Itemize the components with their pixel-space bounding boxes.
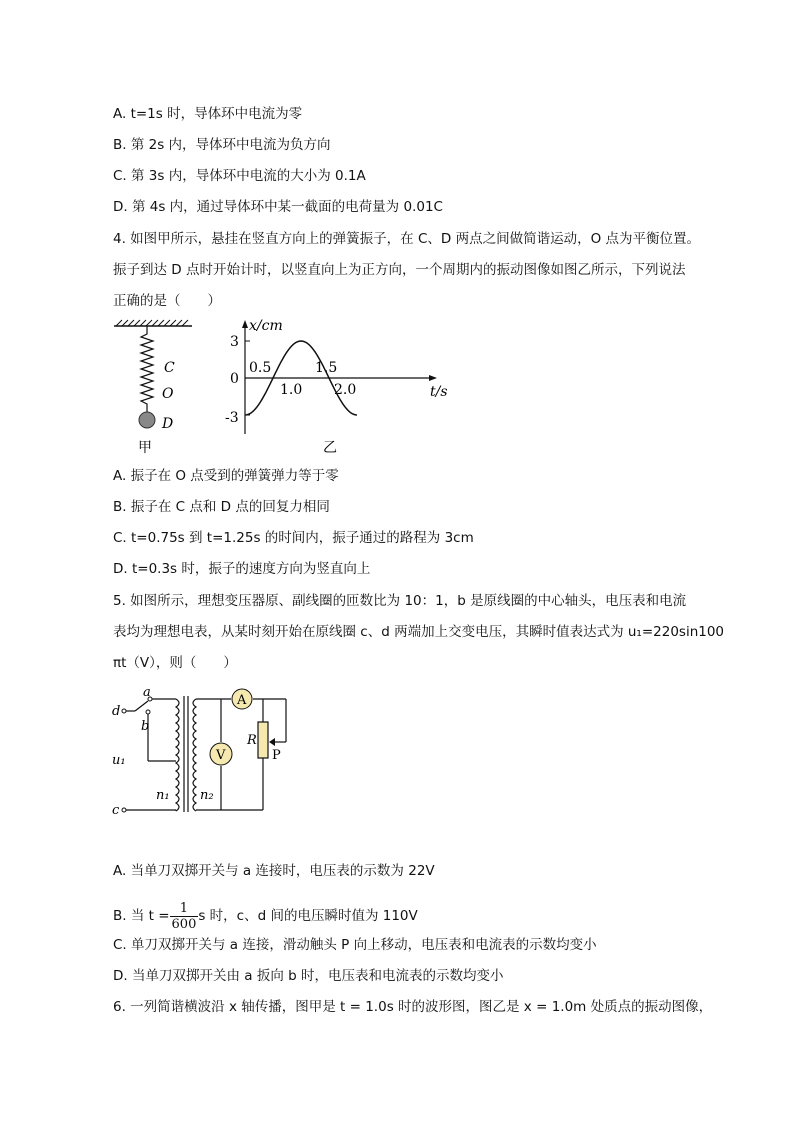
figure-jia-spring — [110, 318, 210, 458]
label-p: P — [272, 748, 281, 763]
label-d: D — [162, 416, 174, 432]
label-b: b — [141, 719, 150, 734]
voltmeter-label: V — [216, 748, 226, 763]
label-n2: n₂ — [200, 788, 214, 803]
oscillator-ball — [139, 412, 155, 428]
q5-option-d: D. 当单刀双掷开关由 a 扳向 b 时，电压表和电流表的示数均变小 — [113, 968, 504, 984]
q4-stem-line2: 振子到达 D 点时开始计时，以竖直向上为正方向，一个周期内的振动图像如图乙所示，下列说法 — [113, 262, 686, 278]
q5-option-b-prefix: B. 当 t = — [113, 908, 170, 924]
q4-option-b: B. 振子在 C 点和 D 点的回复力相同 — [113, 499, 330, 515]
q5-option-b — [113, 896, 418, 936]
x-axis-label: t/s — [430, 384, 448, 400]
figure-yi-vibration-graph — [225, 316, 465, 458]
q3-option-c: C. 第 3s 内，导体环中电流的大小为 0.1A — [113, 168, 366, 184]
primary-coil — [176, 699, 179, 811]
x-axis-arrow — [429, 375, 437, 381]
q5-option-a: A. 当单刀双掷开关与 a 连接时，电压表的示数为 22V — [113, 863, 435, 879]
fraction-1-600 — [170, 901, 199, 932]
label-d: d — [112, 704, 121, 719]
q4-option-a: A. 振子在 O 点受到的弹簧弹力等于零 — [113, 468, 339, 484]
terminal-d — [122, 709, 126, 713]
spring-coil — [141, 326, 153, 412]
q4-option-c: C. t=0.75s 到 t=1.25s 的时间内，振子通过的路程为 3cm — [113, 530, 474, 546]
q3-option-b: B. 第 2s 内，导体环中电流为负方向 — [113, 137, 331, 153]
contact-b — [146, 710, 150, 714]
q5-option-c: C. 单刀双掷开关与 a 连接，滑动触头 P 向上移动，电压表和电流表的示数均变小 — [113, 937, 597, 953]
caption-yi: 乙 — [323, 440, 337, 456]
label-o: O — [162, 386, 174, 402]
q4-option-d: D. t=0.3s 时，振子的速度方向为竖直向上 — [113, 561, 371, 577]
fraction-numerator: 1 — [170, 901, 199, 917]
q5-stem-line2: 表均为理想电表，从某时刻开始在原线圈 c、d 两端加上交变电压，其瞬时值表达式为 u₁=220sin100 — [113, 624, 725, 640]
y-axis-label: x/cm — [249, 318, 283, 334]
q6-stem-line1: 6. 一列简谐横波沿 x 轴传播，图甲是 t = 1.0s 时的波形图，图乙是 x = 1.0m 处质点的振动图像， — [113, 999, 713, 1015]
label-a: a — [143, 685, 151, 700]
label-u1: u₁ — [112, 753, 126, 768]
label-r: R — [247, 733, 257, 748]
q5-stem-line3: πt（V），则（ ） — [113, 655, 237, 671]
switch-blade — [135, 701, 148, 711]
slider-arrow-p — [269, 738, 275, 746]
x-tick-1-5: 1.5 — [315, 360, 338, 376]
secondary-coil — [193, 699, 196, 811]
y-tick-neg3: -3 — [225, 410, 239, 426]
ceiling — [114, 320, 192, 326]
q4-stem-line3: 正确的是（ ） — [113, 293, 221, 309]
x-tick-0-5: 0.5 — [249, 360, 272, 376]
q3-option-a: A. t=1s 时，导体环中电流为零 — [113, 106, 303, 122]
x-tick-2-0: 2.0 — [334, 382, 357, 398]
terminal-c — [122, 808, 126, 812]
y-axis-arrow — [242, 320, 248, 328]
q4-stem-line1: 4. 如图甲所示，悬挂在竖直方向上的弹簧振子，在 C、D 两点之间做简谐运动，O 点为平衡位置。 — [113, 231, 700, 247]
label-c: C — [164, 360, 175, 376]
figure-transformer-circuit — [108, 680, 308, 820]
ammeter-label: A — [237, 693, 247, 708]
caption-jia: 甲 — [138, 440, 152, 456]
label-n1: n₁ — [156, 788, 170, 803]
x-tick-1-0: 1.0 — [280, 382, 303, 398]
origin-label: 0 — [230, 371, 239, 387]
q5-option-b-suffix: s 时，c、d 间的电压瞬时值为 110V — [198, 908, 418, 924]
fraction-denominator: 600 — [171, 916, 197, 932]
y-tick-3: 3 — [230, 334, 239, 350]
resistor-r — [258, 722, 268, 758]
q3-option-d: D. 第 4s 内，通过导体环中某一截面的电荷量为 0.01C — [113, 199, 443, 215]
q5-stem-line1: 5. 如图所示，理想变压器原、副线圈的匝数比为 10：1，b 是原线圈的中心轴头，电压表和电流 — [113, 593, 687, 609]
label-c: c — [112, 803, 120, 818]
